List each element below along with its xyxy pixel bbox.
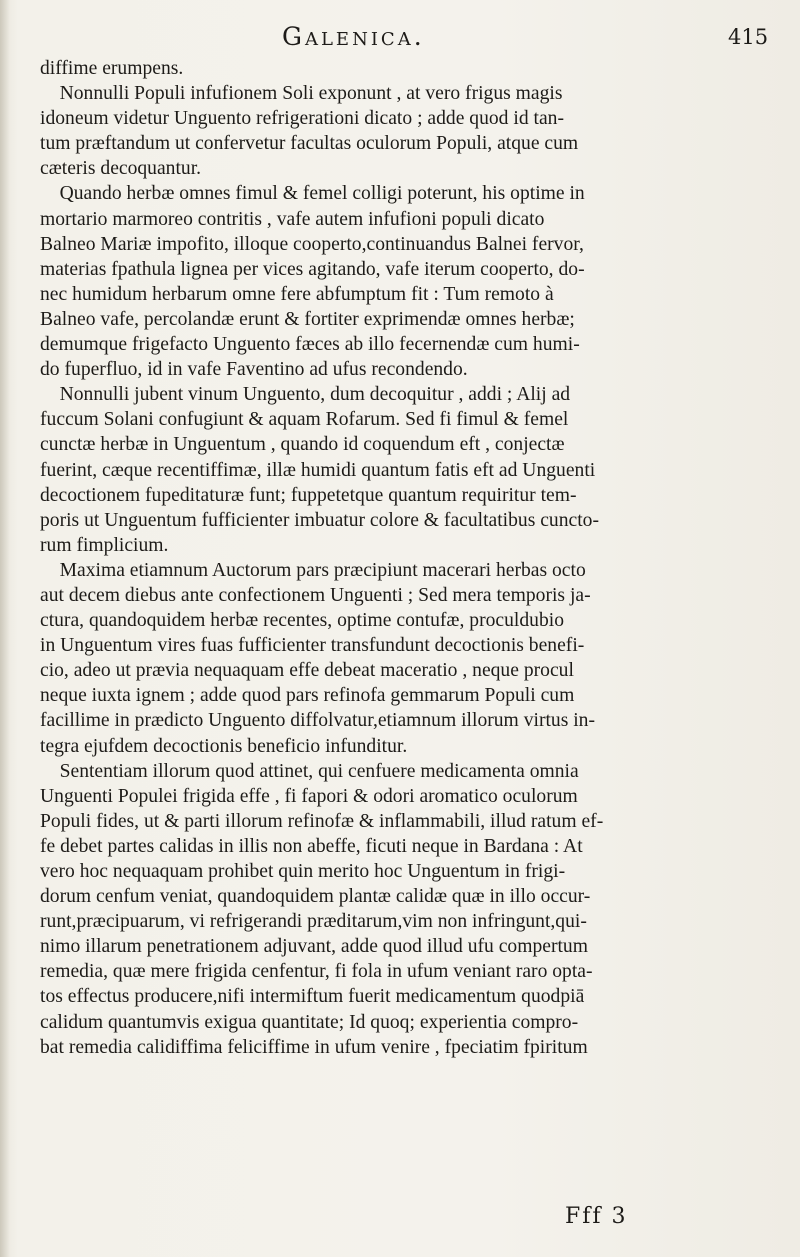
text-line: decoctionem fupeditaturæ funt; fuppetetque quantum requiritur tem- — [40, 484, 577, 506]
text-line: materias fpathula lignea per vices agitando, vafe iterum cooperto, do- — [40, 258, 585, 280]
signature-mark: Fff 3 — [565, 1204, 628, 1229]
text-line: cunctæ herbæ in Unguentum , quando id coquendum eft , conjectæ — [40, 434, 565, 456]
text-line: neque iuxta ignem ; adde quod pars refinofa gemmarum Populi cum — [40, 685, 575, 707]
text-line: Sententiam illorum quod attinet, qui cenfuere medicamenta omnia — [40, 760, 579, 782]
text-line: in Unguentum vires fuas fufficienter transfundunt decoctionis benefi- — [40, 635, 585, 657]
text-line: runt,præcipuarum, vi refrigerandi præditarum,vim non infringunt,qui- — [40, 911, 587, 933]
text-line: facillime in prædicto Unguento diffolvatur,etiamnum illorum virtus in- — [40, 710, 595, 732]
text-line: nimo illarum penetrationem adjuvant, adde quod illud ufu compertum — [40, 936, 588, 958]
text-line: Balneo vafe, percolandæ erunt & fortiter exprimendæ omnes herbæ; — [40, 308, 575, 330]
text-line: cio, adeo ut prævia nequaquam effe debeat maceratio , neque procul — [40, 660, 574, 682]
text-line: cæteris decoquantur. — [40, 158, 202, 180]
page-footer — [0, 1204, 800, 1232]
text-line: Nonnulli jubent vinum Unguento, dum decoquitur , addi ; Alij ad — [40, 384, 571, 406]
text-line: rum fimplicium. — [40, 534, 169, 556]
text-line: mortario marmoreo contritis , vafe autem infufioni populi dicato — [40, 208, 545, 230]
text-line: tos effectus producere,nifi intermiftum fuerit medicamentum quodpiā — [40, 986, 585, 1008]
text-line: fe debet partes calidas in illis non abeffe, ficuti neque in Bardana : At — [40, 835, 583, 857]
binding-shadow — [0, 0, 10, 1257]
running-head: Galenica. — [282, 22, 425, 51]
text-line: Quando herbæ omnes fimul & femel colligi poterunt, his optime in — [40, 183, 585, 205]
text-line: calidum quantumvis exigua quantitate; Id quoq; experientia compro- — [40, 1011, 579, 1033]
text-line: Unguenti Populei frigida effe , fi fapori & odori aromatico oculorum — [40, 785, 578, 807]
body-text — [40, 56, 790, 1060]
text-line: aut decem diebus ante confectionem Unguenti ; Sed mera temporis ja- — [40, 584, 591, 606]
text-line: poris ut Unguentum fufficienter imbuatur colore & facultatibus cuncto- — [40, 509, 599, 531]
text-line: demumque frigefacto Unguento fæces ab illo fecernendæ cum humi- — [40, 334, 580, 356]
text-line: fuccum Solani confugiunt & aquam Rofarum. Sed fi fimul & femel — [40, 409, 569, 431]
text-line: tum præftandum ut confervetur facultas oculorum Populi, atque cum — [40, 133, 579, 155]
text-line: Balneo Mariæ impofito, illoque cooperto,continuandus Balnei fervor, — [40, 233, 584, 255]
text-line: vero hoc nequaquam prohibet quin merito hoc Unguentum in frigi- — [40, 861, 566, 882]
text-line: remedia, quæ mere frigida cenfentur, fi fola in ufum veniant raro opta- — [40, 961, 593, 983]
text-line: idoneum videtur Unguento refrigerationi dicato ; adde quod id tan- — [40, 108, 564, 130]
text-line: bat remedia calidiffima feliciffime in ufum venire , fpeciatim fpiritum — [40, 1036, 588, 1058]
text-line: ctura, quandoquidem herbæ recentes, optime contufæ, proculdubio — [40, 610, 564, 632]
text-line: Populi fides, ut & parti illorum refinofæ & inflammabili, illud ratum ef- — [40, 810, 604, 832]
text-line: fuerint, cæque recentiffimæ, illæ humidi quantum fatis eft ad Unguenti — [40, 459, 596, 481]
text-line: tegra ejufdem decoctionis beneficio infunditur. — [40, 735, 408, 757]
page-header — [0, 22, 800, 56]
text-line: dorum cenfum veniat, quandoquidem plantæ calidæ quæ in illo occur- — [40, 886, 591, 908]
text-line: do fuperfluo, id in vafe Faventino ad ufus recondendo. — [40, 359, 468, 381]
text-line: diffime erumpens. — [40, 58, 184, 79]
text-line: nec humidum herbarum omne fere abfumptum fit : Tum remoto à — [40, 283, 554, 305]
text-line: Maxima etiamnum Auctorum pars præcipiunt macerari herbas octo — [40, 559, 586, 581]
page-number: 415 — [728, 25, 769, 49]
text-line: Nonnulli Populi infufionem Soli exponunt , at vero frigus magis — [40, 83, 563, 105]
